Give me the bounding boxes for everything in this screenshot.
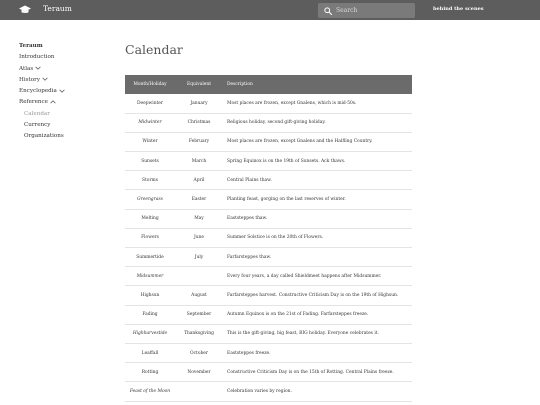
table-body xyxy=(125,94,412,401)
cell-description: Autumn Equinox is on the 21st of Fading. Farfarsteppes freeze. xyxy=(227,312,369,318)
sidebar-item-atlas[interactable] xyxy=(19,64,109,75)
table-row xyxy=(125,267,412,286)
graduation-cap-icon[interactable] xyxy=(19,5,31,15)
cell-equivalent: Thanksgiving xyxy=(184,331,214,337)
cell-month-holiday: Midsummer xyxy=(136,273,164,279)
cell-description: Most places are frozen, except Gnalens and the Halfling Country. xyxy=(227,139,373,145)
cell-description: Farfarsteppes thaw. xyxy=(227,254,272,260)
table-row xyxy=(125,132,412,151)
cell-description: Celebration varies by region. xyxy=(227,388,292,394)
table-row xyxy=(125,228,412,247)
search-icon xyxy=(324,7,332,15)
sidebar-item-label: Encyclopedia xyxy=(19,88,57,95)
cell-month-holiday: Highsun xyxy=(140,292,160,298)
table-row xyxy=(125,171,412,190)
cell-month-holiday: Leaffall xyxy=(141,350,159,356)
cell-equivalent: February xyxy=(188,139,210,145)
table-row xyxy=(125,152,412,171)
cell-month-holiday: Melting xyxy=(141,216,159,222)
sidebar-item-label: History xyxy=(19,76,40,83)
cell-month-holiday: Deepwinter xyxy=(137,100,163,106)
column-header-description: Description xyxy=(227,82,253,87)
table-row xyxy=(125,248,412,267)
cell-equivalent: June xyxy=(193,235,204,241)
column-header-month: Month/Holiday xyxy=(133,82,167,87)
chevron-down-icon xyxy=(35,66,41,70)
cell-description: Planting feast, gorging on the last reserves of winter. xyxy=(227,197,346,203)
sidebar-item-label: Teraum xyxy=(19,43,43,49)
cell-description: Most places are frozen, except Gnalens, which is mid-50s. xyxy=(227,100,357,106)
cell-month-holiday: Fading xyxy=(142,312,158,318)
table-row xyxy=(125,305,412,324)
cell-description: Eaststeppes freeze. xyxy=(227,350,271,356)
cell-equivalent: August xyxy=(191,292,207,298)
sidebar-item-label: Introduction xyxy=(19,54,55,61)
cell-description: Eaststeppes thaw. xyxy=(227,216,268,222)
cell-equivalent: May xyxy=(194,216,204,222)
cell-description: Farfarsteppes harvest. Constructive Criticism Day is on the 19th of Highsun. xyxy=(227,292,399,298)
cell-month-holiday: Winter xyxy=(142,139,158,145)
table-row xyxy=(125,382,412,401)
cell-description: Summer Solstice is on the 20th of Flowers. xyxy=(227,235,324,241)
chevron-down-icon xyxy=(59,89,65,93)
cell-equivalent: November xyxy=(187,369,211,375)
behind-the-scenes-link[interactable]: behind the scenes xyxy=(433,6,484,12)
cell-month-holiday: Storms xyxy=(142,177,158,183)
sidebar-item-encyclopedia[interactable] xyxy=(19,86,109,97)
cell-description: Spring Equinox is on the 19th of Sunsets. Ack thaws. xyxy=(227,158,346,164)
cell-month-holiday: Flowers xyxy=(141,235,159,241)
calendar-table xyxy=(125,75,412,402)
cell-equivalent: March xyxy=(191,158,207,164)
cell-month-holiday: Midwinter xyxy=(138,120,162,126)
cell-month-holiday: Highharvestide xyxy=(132,331,168,337)
chevron-up-icon xyxy=(50,100,56,104)
sidebar-item-teraum[interactable] xyxy=(19,41,109,52)
table-header-row xyxy=(125,75,412,94)
cell-description: This is the gift-giving, big feast, BIG holiday. Everyone celebrates it. xyxy=(227,331,379,337)
sidebar-item-currency[interactable] xyxy=(19,120,109,131)
cell-equivalent: Easter xyxy=(191,197,207,203)
table-row xyxy=(125,113,412,132)
cell-month-holiday: Greengrass xyxy=(137,197,163,203)
cell-description: Every four years, a day called Shieldmeet happens after Midsummer. xyxy=(227,273,382,279)
cell-month-holiday: Sunsets xyxy=(141,158,159,164)
sidebar-item-label: Currency xyxy=(24,122,51,129)
table-row xyxy=(125,324,412,343)
chevron-down-icon xyxy=(42,77,48,81)
sidebar-item-organizations[interactable] xyxy=(19,131,109,142)
cell-equivalent: April xyxy=(193,177,205,183)
page-title: Calendar xyxy=(125,42,183,57)
table-row xyxy=(125,286,412,305)
sidebar-item-label: Reference xyxy=(19,99,48,106)
cell-equivalent: Christmas xyxy=(187,120,211,126)
cell-equivalent xyxy=(175,267,223,286)
sidebar-item-label: Calendar xyxy=(24,110,50,117)
table-row xyxy=(125,343,412,362)
table-row xyxy=(125,363,412,382)
sidebar-item-reference[interactable] xyxy=(19,97,109,108)
cell-month-holiday: Rotting xyxy=(141,369,159,375)
cell-equivalent: September xyxy=(186,312,212,318)
cell-description: Central Plains thaw. xyxy=(227,177,272,183)
search-box[interactable] xyxy=(318,3,415,18)
cell-equivalent: October xyxy=(190,350,208,356)
cell-equivalent: July xyxy=(194,254,204,260)
search-input[interactable] xyxy=(336,5,412,16)
sidebar-item-label: Organizations xyxy=(24,133,64,140)
sidebar-item-introduction[interactable] xyxy=(19,52,109,63)
sidebar-item-history[interactable] xyxy=(19,75,109,86)
cell-description: Constructive Criticism Day is on the 15th of Rotting. Central Plains freeze. xyxy=(227,369,394,375)
sidebar-item-label: Atlas xyxy=(19,65,34,72)
sidebar-nav xyxy=(19,41,109,143)
top-navbar xyxy=(0,0,540,20)
cell-month-holiday: Feast of the Moon xyxy=(129,388,171,394)
cell-month-holiday: Summertide xyxy=(136,254,164,260)
table-row xyxy=(125,209,412,228)
table-row xyxy=(125,94,412,113)
column-header-equivalent: Equivalent xyxy=(187,82,211,87)
sidebar-item-calendar[interactable] xyxy=(19,109,109,120)
cell-equivalent: January xyxy=(190,100,208,106)
site-title[interactable]: Teraum xyxy=(43,4,72,13)
cell-equivalent xyxy=(175,382,223,401)
table-row xyxy=(125,190,412,209)
cell-description: Religious holiday, second gift-giving holiday. xyxy=(227,120,326,126)
